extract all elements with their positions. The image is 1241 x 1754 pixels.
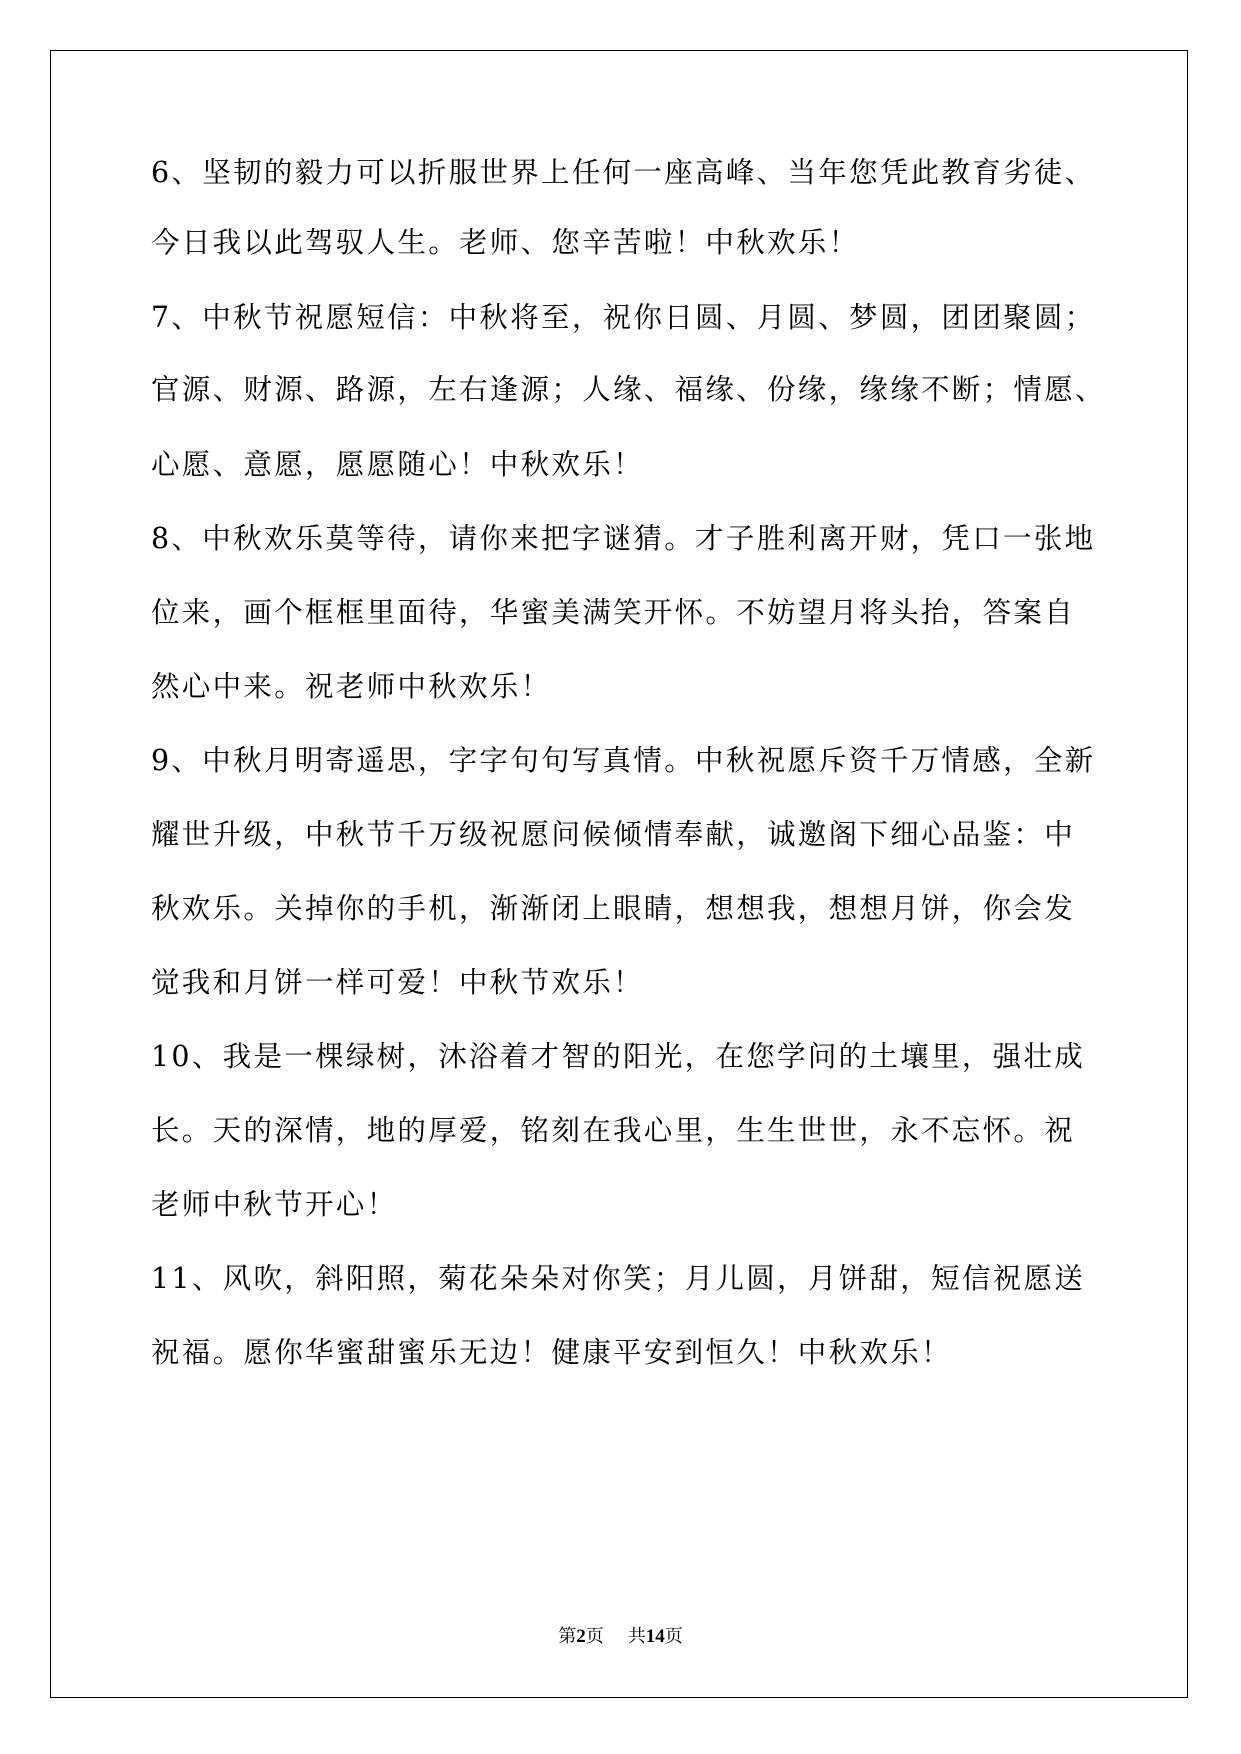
text-line: 耀世升级，中秋节千万级祝愿问候倾情奉献，诚邀阁下细心品鉴：中 [151,818,1076,851]
text-line: 位来，画个框框里面待，华蜜美满笑开怀。不妨望月将头抬，答案自 [151,596,1076,629]
text-line: 秋欢乐。关掉你的手机，渐渐闭上眼睛，想想我，想想月饼，你会发 [151,892,1076,925]
text-line: 祝福。愿你华蜜甜蜜乐无边！健康平安到恒久！中秋欢乐！ [151,1336,952,1369]
text-line: 11、风吹，斜阳照，菊花朵朵对你笑；月儿圆，月饼甜，短信祝愿送 [151,1262,1086,1295]
page-prefix: 第 [558,1626,577,1647]
page-number: 2 [576,1626,586,1647]
text-line: 7、中秋节祝愿短信：中秋将至，祝你日圆、月圆、梦圆，团团聚圆； [151,301,1096,334]
total-suffix: 页 [664,1626,683,1647]
text-line: 心愿、意愿，愿愿随心！中秋欢乐！ [151,448,644,481]
text-line: 长。天的深情，地的厚爱，铭刻在我心里，生生世世，永不忘怀。祝 [151,1114,1076,1147]
text-line: 10、我是一棵绿树，沐浴着才智的阳光，在您学问的土壤里，强壮成 [151,1040,1086,1073]
page-footer [0,1624,1241,1650]
text-line: 老师中秋节开心！ [151,1188,398,1221]
page-indicator [558,1626,604,1647]
text-line: 今日我以此驾驭人生。老师、您辛苦啦！中秋欢乐！ [151,226,860,259]
text-line: 觉我和月饼一样可爱！中秋节欢乐！ [151,966,644,999]
text-line: 然心中来。祝老师中秋欢乐！ [151,670,552,703]
text-line: 6、坚韧的毅力可以折服世界上任何一座高峰、当年您凭此教育劣徒、 [151,156,1096,189]
text-line: 9、中秋月明寄遥思，字字句句写真情。中秋祝愿斥资千万情感，全新 [151,744,1096,777]
page-suffix: 页 [585,1626,604,1647]
text-line: 8、中秋欢乐莫等待，请你来把字谜猜。才子胜利离开财，凭口一张地 [151,522,1096,555]
total-pages: 14 [645,1626,665,1647]
total-prefix: 共 [627,1626,646,1647]
total-pages-indicator [628,1626,683,1647]
text-line: 官源、财源、路源，左右逢源；人缘、福缘、份缘，缘缘不断；情愿、 [151,373,1106,406]
